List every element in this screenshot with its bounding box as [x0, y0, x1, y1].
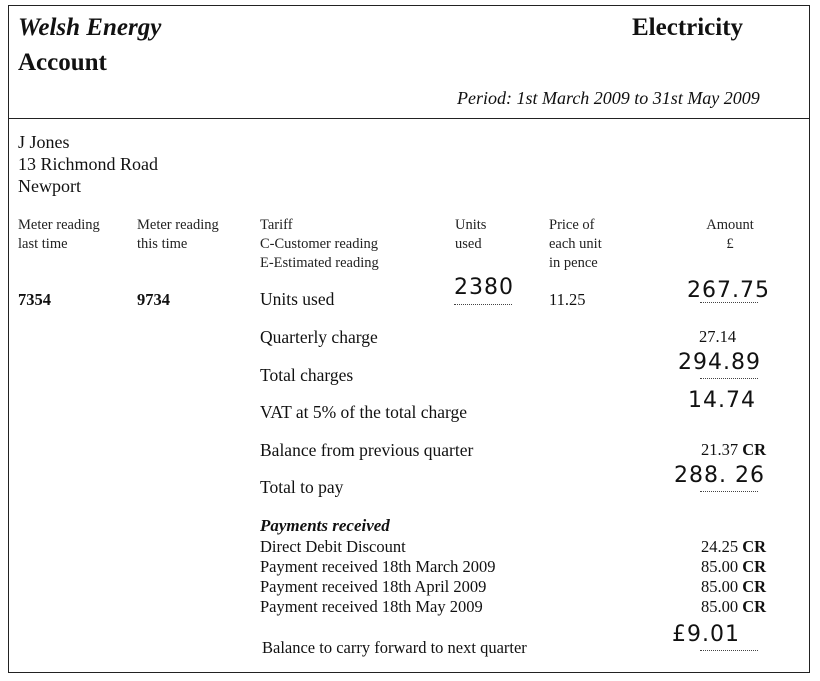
col-price-line1: Price of — [549, 217, 595, 233]
col-price-line2: each unit — [549, 236, 602, 252]
meter-this-value: 9734 — [137, 290, 170, 309]
col-tariff-line3: E-Estimated reading — [260, 255, 379, 271]
vat-handwritten: 14.74 — [688, 388, 756, 413]
bill-type: Electricity — [632, 14, 744, 41]
total-charges-label: Total charges — [260, 365, 354, 385]
billing-period: Period: 1st March 2009 to 31st May 2009 — [457, 88, 760, 108]
col-meter-last — [18, 216, 100, 254]
balance-prev-label: Balance from previous quarter — [260, 440, 474, 460]
units-amount-dotted-line — [700, 302, 758, 303]
payment-line-amount — [701, 557, 766, 577]
payment-cr: CR — [742, 577, 767, 596]
col-meter-this-line1: Meter reading — [137, 217, 219, 233]
total-charges-handwritten: 294.89 — [678, 350, 761, 375]
payment-line-amount — [701, 537, 766, 557]
quarterly-amount: 27.14 — [699, 327, 737, 346]
col-tariff — [260, 216, 379, 273]
total-to-pay-dotted-line — [700, 491, 758, 492]
col-tariff-line2: C-Customer reading — [260, 236, 378, 252]
unit-price-value: 11.25 — [549, 290, 586, 309]
col-units-line1: Units — [455, 217, 487, 233]
col-units — [455, 216, 486, 254]
col-meter-this-line2: this time — [137, 236, 188, 252]
payment-cr: CR — [742, 557, 767, 576]
total-to-pay-handwritten: 288. 26 — [674, 463, 765, 488]
quarterly-label: Quarterly charge — [260, 327, 378, 347]
col-tariff-line1: Tariff — [260, 217, 293, 233]
customer-name: J Jones — [18, 132, 70, 152]
units-dotted-line — [454, 304, 512, 305]
payment-line-label: Payment received 18th March 2009 — [260, 557, 496, 576]
payment-amount: 85.00 — [701, 557, 739, 576]
col-meter-last-line2: last time — [18, 236, 68, 252]
payment-line-label: Payment received 18th May 2009 — [260, 597, 483, 616]
customer-town: Newport — [18, 176, 81, 196]
balance-prev-cr: CR — [742, 440, 767, 459]
units-amount-handwritten: 267.75 — [687, 278, 770, 303]
payment-line-amount — [701, 597, 766, 617]
payment-line-label: Direct Debit Discount — [260, 537, 406, 556]
carry-forward-label: Balance to carry forward to next quarter — [262, 638, 527, 657]
payment-line-amount — [701, 577, 766, 597]
units-used-handwritten: 2380 — [454, 275, 514, 300]
col-price-line3: in pence — [549, 255, 598, 271]
meter-last-value: 7354 — [18, 290, 51, 309]
payment-amount: 85.00 — [701, 577, 739, 596]
payments-title: Payments received — [260, 516, 390, 535]
payment-cr: CR — [742, 597, 767, 616]
balance-prev-amount: 21.37 — [701, 440, 739, 459]
vat-label: VAT at 5% of the total charge — [260, 402, 468, 422]
col-price — [549, 216, 602, 273]
col-amount — [680, 216, 780, 254]
account-title: Account — [18, 49, 107, 76]
col-meter-last-line1: Meter reading — [18, 217, 100, 233]
carry-forward-dotted-line — [700, 650, 758, 651]
total-to-pay-label: Total to pay — [260, 477, 344, 497]
header-divider — [8, 118, 810, 119]
company-name: Welsh Energy — [18, 14, 162, 41]
payment-cr: CR — [742, 537, 767, 556]
customer-street: 13 Richmond Road — [18, 154, 158, 174]
total-charges-dotted-line — [700, 378, 758, 379]
payment-line-label: Payment received 18th April 2009 — [260, 577, 487, 596]
col-units-line2: used — [455, 236, 482, 252]
col-meter-this — [137, 216, 219, 254]
col-amount-line2: £ — [726, 236, 734, 252]
payment-amount: 24.25 — [701, 537, 739, 556]
payment-amount: 85.00 — [701, 597, 739, 616]
balance-prev-amount-wrap — [701, 440, 766, 460]
col-amount-line1: Amount — [706, 217, 754, 233]
carry-forward-handwritten: £9.01 — [672, 622, 740, 647]
units-used-label: Units used — [260, 289, 335, 309]
